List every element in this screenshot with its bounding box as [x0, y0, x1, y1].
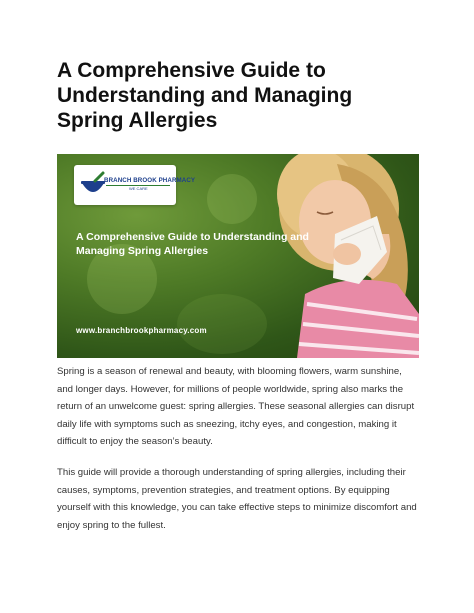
logo-name: BRANCH BROOK PHARMACY — [104, 177, 196, 184]
document-title: A Comprehensive Guide to Understanding and Managing Spring Allergies — [57, 59, 353, 132]
body-paragraph: Spring is a season of renewal and beauty, with blooming flowers, warm sunshine, and longer days. However, for millions of people worldwide, spring also marks the return of an unwelcome guest: spring allergies. These seasonal allergies can disrupt daily life with symptoms such as sneezing, itchy eyes, and congestion, making it difficult to enjoy the season’s beauty. — [57, 366, 415, 447]
mortar-pestle-icon — [79, 171, 107, 199]
hero-banner-image — [57, 154, 419, 358]
body-paragraph: This guide will provide a thorough understanding of spring allergies, including their causes, symptoms, prevention strategies, and treatment options. By equipping yourself with this knowledge, you can take effective steps to minimize discomfort and enjoy spring to the fullest. — [57, 467, 417, 531]
bokeh-light — [207, 174, 257, 224]
pharmacy-logo — [74, 165, 196, 205]
hero-url: www.branchbrookpharmacy.com — [76, 326, 207, 335]
logo-tagline: WE CARE — [129, 186, 148, 191]
hero-heading: A Comprehensive Guide to Understanding and Managing Spring Allergies — [76, 231, 309, 257]
bokeh-light — [177, 294, 267, 354]
